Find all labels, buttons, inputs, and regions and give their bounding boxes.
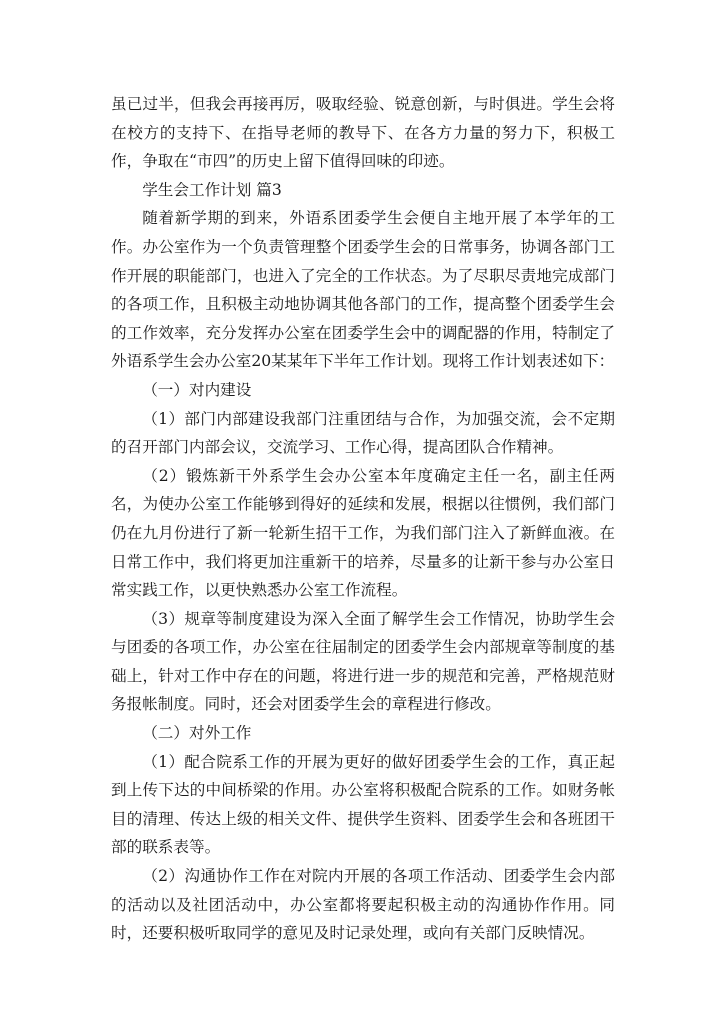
paragraph: （3）规章等制度建设为深入全面了解学生会工作情况，协助学生会与团委的各项工作，办公室在往届制定的团委学生会内部规章等制度的基础上，针对工作中存在的问题，将进行进一步的规范和完善，严格规范财务报帐制度。同时，还会对团委学生会的章程进行修改。: [111, 609, 615, 714]
paragraph: （2）锻炼新干外系学生会办公室本年度确定主任一名，副主任两名，为使办公室工作能够到得好的延续和发展，根据以往惯例，我们部门仍在九月份进行了新一轮新生招干工作，为我们部门注入了新鲜血液。在日常工作中，我们将更加注重新干的培养，尽量多的让新干参与办公室日常实践工作，以更快熟悉办公室工作流程。: [111, 466, 615, 600]
subsection-heading-internal: （一）对内建设: [142, 380, 252, 399]
paragraph: （2）沟通协作工作在对院内开展的各项工作活动、团委学生会内部的活动以及社团活动中，办公室都将要起积极主动的沟通协作作用。同时，还要积极听取同学的意见及时记录处理，或向有关部门反映情况。: [111, 867, 615, 943]
section-title: 学生会工作计划 篇3: [142, 180, 282, 199]
paragraph: （1）配合院系工作的开展为更好的做好团委学生会的工作，真正起到上传下达的中间桥梁的作用。办公室将积极配合院系的工作。如财务帐目的清理、传达上级的相关文件、提供学生资料、团委学生会和各班团干部的联系表等。: [111, 752, 615, 857]
paragraph: （1）部门内部建设我部门注重团结与合作，为加强交流，会不定期的召开部门内部会议，交流学习、工作心得，提高团队合作精神。: [111, 409, 615, 457]
document-page: [111, 90, 615, 948]
subsection-heading-external: （二）对外工作: [142, 724, 252, 743]
paragraph: 随着新学期的到来，外语系团委学生会便自主地开展了本学年的工作。办公室作为一个负责管理整个团委学生会的日常事务，协调各部门工作开展的职能部门，也进入了完全的工作状态。为了尽职尽责地完成部门的各项工作，且积极主动地协调其他各部门的工作，提高整个团委学生会的工作效率，充分发挥办公室在团委学生会中的调配器的作用，特制定了外语系学生会办公室20某某年下半年工作计划。现将工作计划表述如下：: [111, 209, 615, 371]
paragraph-continued: 虽已过半，但我会再接再厉，吸取经验、锐意创新，与时俱进。学生会将在校方的支持下、在指导老师的教导下、在各方力量的努力下，积极工作，争取在“市四”的历史上留下值得回味的印迹。: [111, 95, 615, 171]
